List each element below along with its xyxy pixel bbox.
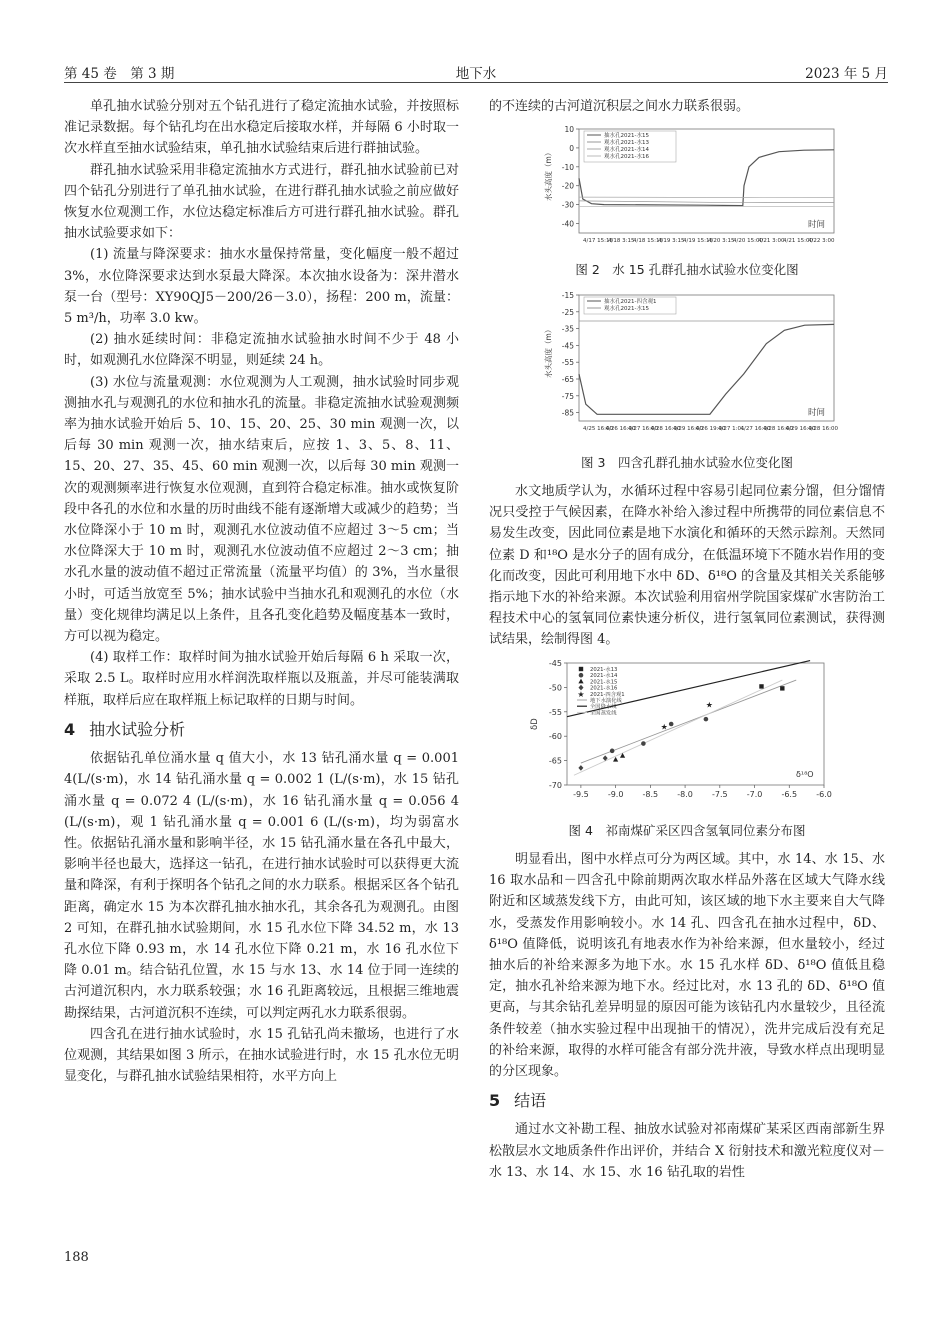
legend-label: 全国蒸发线 [590,710,617,717]
x-tick-label: -6.0 [816,789,832,799]
y-axis-label: 水头高度（m） [544,148,553,202]
fig4-chart [489,655,885,807]
section-heading-5 [489,1090,885,1111]
section-number: 4 [64,719,76,739]
page-number: 188 [64,1250,89,1265]
series-line [579,197,834,198]
x-tick-label: 4/26 19:00 [695,425,726,432]
data-point [641,741,646,746]
paragraph: 单孔抽水试验分别对五个钻孔进行了稳定流抽水试验，并按照标准记录数据。每个钻孔均在出水稳定后接取水样，并每隔 6 小时取一次水样直至抽水试验结束，单孔抽水试验结束后进行群抽试验。 [64,99,459,157]
legend-label: 观水孔2021-水14 [604,147,649,154]
x-axis-label: 时间 [808,407,826,418]
header-volume: 第 45 卷 第 3 期 [64,66,175,82]
y-tick-label: -85 [561,408,574,418]
y-tick-label: -60 [548,731,562,741]
y-axis-label: 水头高度（m） [544,325,553,378]
x-tick-label: -7.5 [712,789,728,799]
data-point: ★ [660,722,668,732]
paragraph: (4) 取样工作：取样时间为抽水试验开始后每隔 6 h 采取一次，采取 2.5 L。取样时应用水样润洗取样瓶以及瓶盖，并尽可能装满取样瓶，取样后应在取样瓶上标记取样的日期与时间。 [64,650,459,708]
legend-label: 2021-水15 [590,679,618,686]
x-tick-label: -6.5 [781,789,798,799]
section-heading-4 [64,719,459,740]
fig2-chart [489,121,885,246]
y-tick-label: -65 [548,756,562,766]
data-point [610,748,615,753]
data-point [669,721,674,726]
x-tick-label: 4/27 16:00 [628,425,658,432]
data-point: ★ [705,700,713,710]
legend-label: 观水孔2021-水13 [604,140,649,147]
figure-4-caption: 图 4 祁南煤矿采区四含氢氧同位素分布图 [568,822,806,838]
data-point [578,765,583,771]
y-tick-label: -15 [561,290,574,300]
y-tick-label: -45 [561,341,574,351]
x-tick-label: 4/29 16:00 [673,425,703,432]
y-axis-label: δD [530,717,540,730]
legend-marker [578,678,583,683]
figure-3 [489,289,885,446]
y-tick-label: -75 [561,391,574,401]
x-axis-label: 时间 [808,220,826,231]
legend-marker [579,673,584,678]
paragraph: 四含孔在进行抽水试验时，水 15 孔钻孔尚未撤场，也进行了水位观测，其结果如图 3 所示，在抽水试验进行时，水 15 孔水位无明显变化，与群孔抽水试验结果相符，水平方向上 [64,1026,459,1085]
x-tick-label: 4/19 3:15 [658,238,685,245]
legend-label: 2021-水13 [590,666,618,673]
x-tick-label: -8.0 [677,789,693,799]
running-header [64,62,888,83]
paragraph: (3) 水位与流量观测：水位观测为人工观测，抽水试验时同步观测抽水孔与观测孔的水位和抽水孔的流量。非稳定流抽水试验观测频率为抽水试验开始后 5、10、15、20、25、30 min 观测一次，以后每 30 min 观测一次，抽水结束后，应按 1、3、5、8、11、15、20、27、35、45、60 min 观测一次，以后每 30 min 观测一次的观测频率进行恢复水位观测，直到符合稳定标准。抽水或恢复阶段中各孔的水位和水量的历时曲线不能有逐渐增大或减少的趋势；当水位降深小于 10 m 时，观测孔水位波动值不应超过 3～5 cm；当水位降深大于 10 m 时，观测孔水位波动值不应超过 2～3 cm；抽水孔水量的波动值不超过正常流量（流量平均值）的 3%，当水量很小时，可适当放宽至 5%；抽水试验中当抽水孔和观测孔的水位（水量）变化规律均满足以上条件，且各孔变化趋势及幅度基本一致时，方可以视为稳定。 [64,374,459,645]
x-axis-label: δ¹⁸O [796,769,814,779]
x-tick-label: 4/20 15:00 [733,238,763,245]
legend-label: 2021-水16 [590,685,618,692]
x-tick-label: 4/28 16:00 [808,425,838,432]
paragraph: 通过水文补勘工程、抽放水试验对祁南煤矿某采区西南部新生界松散层水文地质条件作出评价，并结合 X 衍射技术和激光粒度仪对－水 13、水 14、水 15、水 16 钻孔取的岩性 [489,1122,885,1180]
data-point [613,756,618,761]
x-tick-label: -7.0 [746,789,763,799]
y-tick-label: 10 [564,125,574,135]
x-tick-label: 4/26 16:00 [605,425,636,432]
legend-marker [579,666,583,670]
data-point [704,716,709,721]
y-tick-label: -30 [561,200,574,210]
x-tick-label: 4/29 16:00 [785,425,816,432]
series-line [579,324,834,414]
x-tick-label: 4/19 15:15 [683,238,713,245]
header-date: 2023 年 5 月 [805,66,888,82]
x-tick-label: -9.0 [607,789,624,799]
x-tick-label: 4/18 3:15 [608,238,635,245]
figure-2 [489,121,885,253]
legend-label: 抽水孔2021-水15 [604,133,649,140]
x-tick-label: -9.5 [573,789,589,799]
legend-label: 地下水演化线 [590,697,622,704]
x-tick-label: -8.5 [642,789,659,799]
legend-label: 观水孔2021-水15 [604,305,649,312]
y-tick-label: -40 [561,219,574,229]
header-journal: 地下水 [455,66,497,82]
legend-label: 2021-水14 [590,672,618,679]
paragraph: 群孔抽水试验采用非稳定流抽水方式进行，群孔抽水试验前已对四个钻孔分别进行了单孔抽水试验，在进行群孔抽水试验之前应做好恢复水位观测工作，水位达稳定标准后方可进行群孔抽水试验。群孔抽水试验要求如下： [64,162,459,242]
y-tick-label: -20 [561,181,574,191]
legend-label: 抽水孔2021-四含观1 [604,298,657,305]
fig3-chart [489,289,885,439]
x-tick-label: 4/21 3:00 [758,238,785,245]
paragraph: 水文地质学认为，水循环过程中容易引起同位素分馏，但分馏情况只受控于气候因素，在降水补给入渗过程中所携带的同位素信息不易发生改变，因此同位素是地下水演化和循环的天然示踪剂。天然同位素 D 和¹⁸O 是水分子的固有成分，在低温环境下不随水岩作用的变化而改变，因此可利用地下水中 δD、δ¹⁸O 的含量及其相关关系能够指示地下水的补给来源。本次试验利用宿州学院国家煤矿水害防治工程技术中心的氢氧同位素快速分析仪，进行氢氧同位素测试，获得测试结果，绘制得图 4。 [489,484,885,648]
paragraph: 明显看出，图中水样点可分为两区域。其中，水 14、水 15、水 16 取水品和－四含孔中除前期两次取水样品外落在区域大气降水线附近和区域蒸发线下方，由此可知，该区域的地下水主要来自大气降水，受蒸发作用影响较小。水 14 孔、四含孔在抽水过程中，δD、δ¹⁸O 值降低，说明该孔有地表水作为补给来源，但水量较小，经过抽水后的补给来源多为地下水。水 15 孔水样 δD、δ¹⁸O 值低且稳定，抽水孔补给来源为地下水。经过比对，水 13 孔的 δD、δ¹⁸O 值更高，与其余钻孔差异明显的原因可能为该钻孔内水量较少，且径流条件较差（抽水实验过程中出现抽干的情况），洗井完成后没有充足的补给来源，取得的水样可能含有部分洗井液，导致水样点出现明显的分区现象。 [489,852,885,1080]
x-tick-label: 4/20 3:15 [708,238,735,245]
y-tick-label: -50 [548,683,562,693]
figure-2-caption: 图 2 水 15 孔群孔抽水试验水位变化图 [575,262,799,278]
paragraph: 依据钻孔单位涌水量 q 值大小，水 13 钻孔涌水量 q = 0.001 4(L/(s·m)，水 14 钻孔涌水量 q = 0.002 1 (L/(s·m)，水 15 钻孔涌水量 q = 0.072 4 (L/(s·m)，水 16 钻孔涌水量 q = 0.056 4 (L/(s·m)，观 1 钻孔涌水量 q = 0.001 6 (L/(s·m)，均为弱富水性。依据钻孔涌水量和影响半径，水 15 钻孔涌水量在各孔中最大，影响半径也最大，选择这一钻孔，在进行抽水试验时可以获得更大流量和降深，有利于探明各个钻孔之间的水力联系。根据采区各个钻孔距离，确定水 15 为本次群孔抽水抽水孔，其余各孔为观测孔。由图 2 可知，在群孔抽水试验期间，水 15 孔水位下降 34.52 m，水 13 孔水位下降 0.93 m，水 14 孔水位下降 0.21 m，水 16 孔水位下降 0.01 m。结合钻孔位置，水 15 与水 13、水 14 位于同一连续的古河道沉积内，水力联系较强；水 16 孔距离较远，且根据三维地震勘探结果，古河道沉积不连续，可以判定两孔水力联系很弱。 [64,751,459,1021]
section-title: 抽水试验分析 [89,719,186,739]
paragraph: (1) 流量与降深要求：抽水水量保持常量，变化幅度一般不超过 3%，水位降深要求达到水泵最大降深。本次抽水设备为：深井潜水泵一台（型号：XY90QJ5－200/26－3.0），扬程：200 m，流量：5 m³/h，功率 3.0 kw。 [64,247,459,327]
y-tick-label: -55 [561,357,574,367]
paragraph: 的不连续的古河道沉积层之间水力联系很弱。 [489,99,750,114]
x-tick-label: 4/25 16:00 [583,425,613,432]
y-tick-label: 0 [569,144,574,154]
section-number: 5 [489,1091,501,1111]
x-tick-label: 4/18 15:15 [633,238,663,245]
legend-label: 观水孔2021-水16 [604,154,649,161]
y-tick-label: -70 [548,780,562,790]
legend-label: 2021-四含观1 [590,691,625,698]
figure-3-caption: 图 3 四含孔群孔抽水试验水位变化图 [581,454,793,470]
data-point [759,684,763,688]
section-title: 结语 [514,1091,547,1111]
figure-4 [489,655,885,814]
y-tick-label: -55 [548,707,562,717]
y-tick-label: -25 [561,307,574,317]
y-tick-label: -45 [548,658,562,668]
x-tick-label: 4/28 16:00 [650,425,681,432]
x-tick-label: 4/22 3:00 [808,238,835,245]
y-tick-label: -10 [561,163,574,173]
legend-label: 全国降水线 [590,703,617,710]
right-column [489,96,885,1183]
y-tick-label: -35 [561,324,574,334]
series-line [579,201,834,203]
left-column [64,96,459,1087]
x-tick-label: 4/21 15:00 [783,238,813,245]
data-point [780,686,784,690]
legend-marker: ★ [577,689,585,699]
y-tick-label: -65 [561,374,574,384]
x-tick-label: 4/28 16:00 [763,425,793,432]
paragraph: (2) 抽水延续时间：非稳定流抽水试验抽水时间不少于 48 小时，如观测孔水位降深不明显，则延续 24 h。 [64,332,459,369]
x-tick-label: 4/17 15:15 [583,238,613,245]
x-tick-label: 4/27 1:01 [718,425,745,432]
x-tick-label: 4/27 16:00 [740,425,771,432]
